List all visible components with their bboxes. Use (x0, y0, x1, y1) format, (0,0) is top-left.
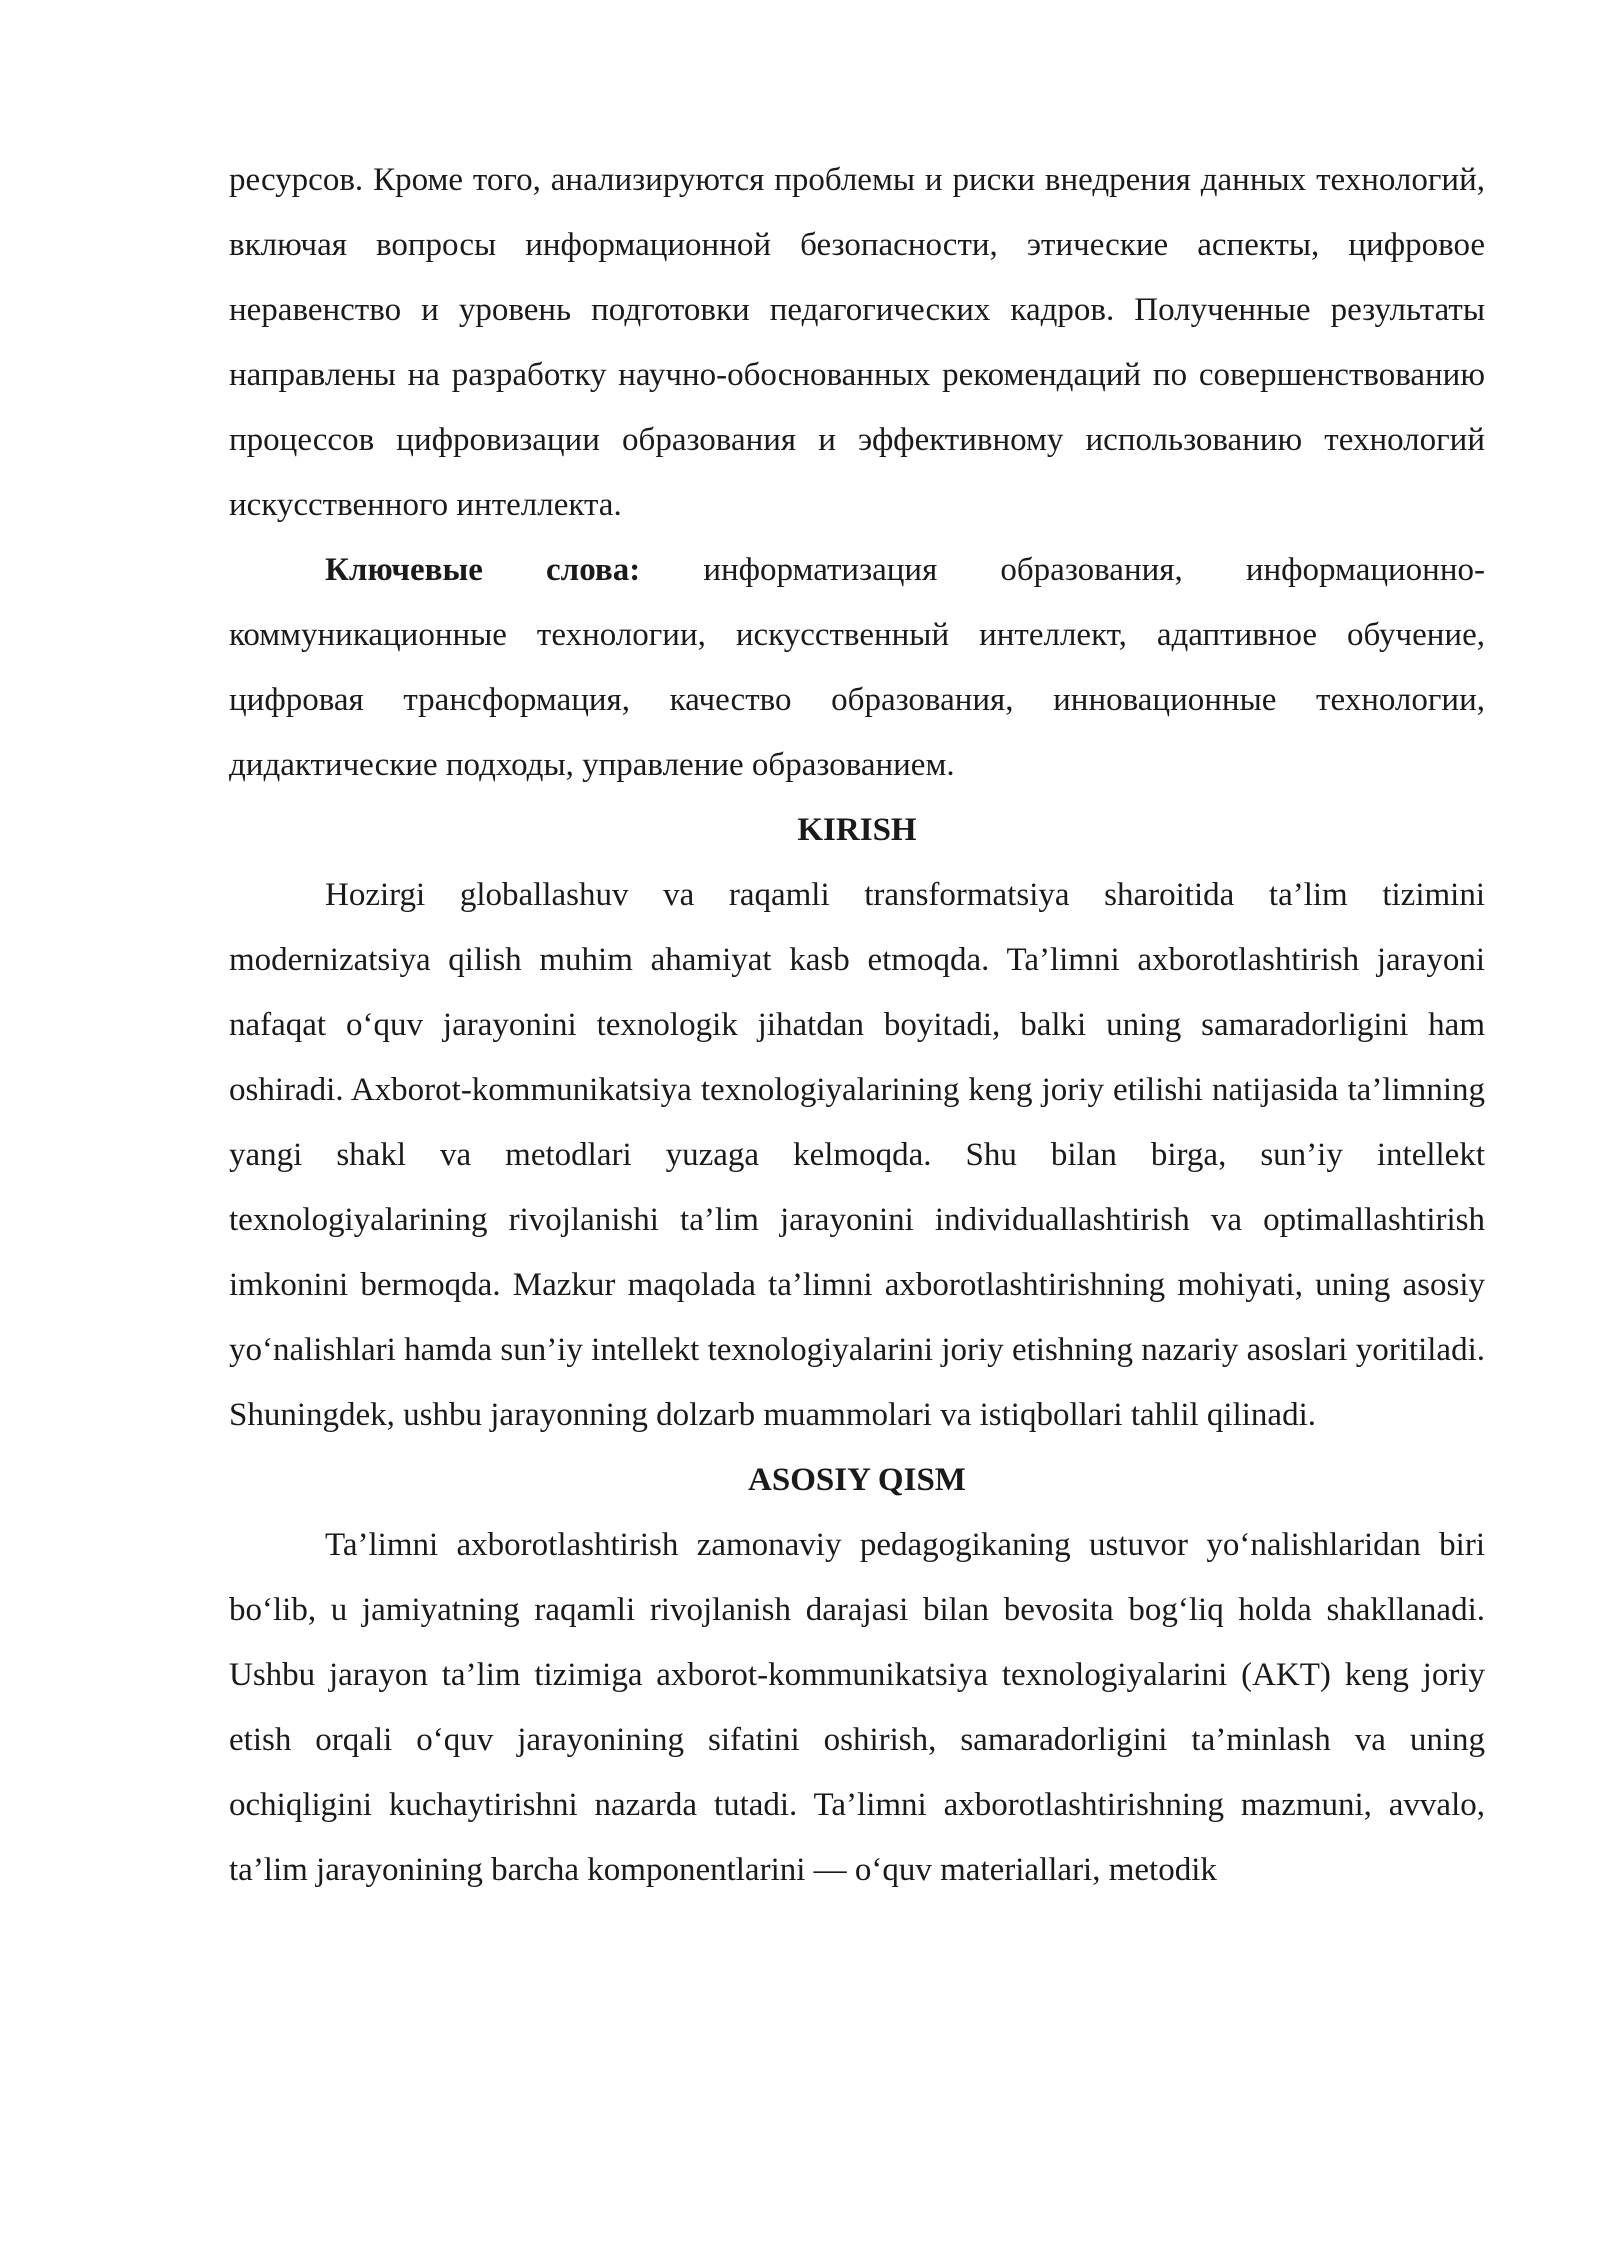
document-body (229, 148, 1485, 1903)
abstract-continuation-paragraph: ресурсов. Кроме того, анализируются проблемы и риски внедрения данных технологий, включая вопросы информационной безопасности, этические аспекты, цифровое неравенство и уровень подготовки педагогических кадров. Полученные результаты направлены на разработку научно-обоснованных рекомендаций по совершенствованию процессов цифровизации образования и эффективному использованию технологий искусственного интеллекта. (229, 162, 1485, 523)
keywords-text: информатизация образования, информационно-коммуникационные технологии, искусственный интеллект, адаптивное обучение, цифровая трансформация, качество образования, инновационные технологии, дидактические подходы, управление образованием. (229, 552, 1485, 783)
section-heading-intro: KIRISH (797, 812, 917, 848)
main-paragraph: Ta’limni axborotlashtirish zamonaviy pedagogikaning ustuvor yo‘nalishlaridan biri bo‘lib, u jamiyatning raqamli rivojlanish darajasi bilan bevosita bog‘liq holda shakllanadi. Ushbu jarayon ta’lim tizimiga axborot-kommunikatsiya texnologiyalarini (AKT) keng joriy etish orqali o‘quv jarayonining sifatini oshirish, samaradorligini ta’minlash va uning ochiqligini kuchaytirishni nazarda tutadi. Ta’limni axborotlashtirishning mazmuni, avvalo, ta’lim jarayonining barcha komponentlarini — o‘quv materiallari, metodik (229, 1527, 1485, 1888)
intro-paragraph: Hozirgi globallashuv va raqamli transformatsiya sharoitida ta’lim tizimini modernizatsiya qilish muhim ahamiyat kasb etmoqda. Ta’limni axborotlashtirish jarayoni nafaqat o‘quv jarayonini texnologik jihatdan boyitadi, balki uning samaradorligini ham oshiradi. Axborot-kommunikatsiya texnologiyalarining keng joriy etilishi natijasida ta’limning yangi shakl va metodlari yuzaga kelmoqda. Shu bilan birga, sun’iy intellekt texnologiyalarining rivojlanishi ta’lim jarayonini individuallashtirish va optimallashtirish imkonini bermoqda. Mazkur maqolada ta’limni axborotlashtirishning mohiyati, uning asosiy yo‘nalishlari hamda sun’iy intellekt texnologiyalarini joriy etishning nazariy asoslari yoritiladi. Shuningdek, ushbu jarayonning dolzarb muammolari va istiqbollari tahlil qilinadi. (229, 877, 1485, 1433)
section-heading-main: ASOSIY QISM (748, 1462, 966, 1498)
keywords-label: Ключевые слова: (325, 552, 641, 588)
keywords-paragraph (229, 538, 1485, 798)
